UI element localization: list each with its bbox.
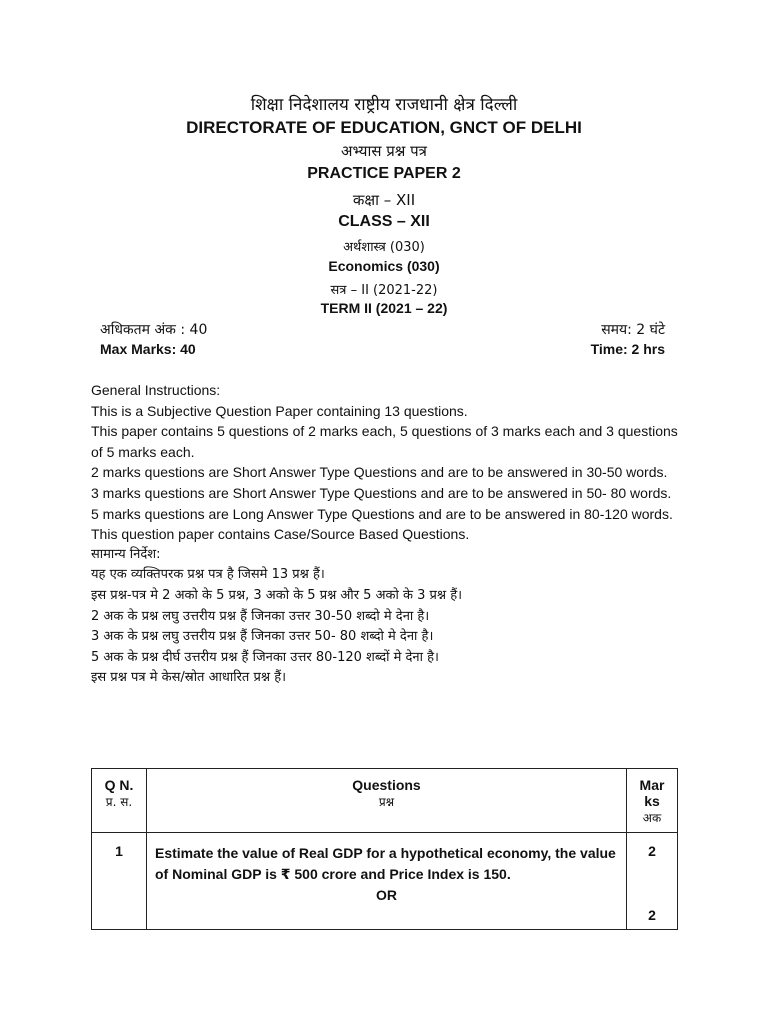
time-english: Time: 2 hrs bbox=[590, 341, 665, 357]
header-questions-en: Questions bbox=[352, 777, 421, 793]
paper-title-english: PRACTICE PAPER 2 bbox=[307, 165, 461, 182]
marks-time-row-hindi bbox=[100, 320, 665, 339]
or-separator: OR bbox=[376, 887, 397, 903]
header-question-number bbox=[92, 769, 147, 833]
instruction-line: General Instructions: bbox=[91, 382, 221, 398]
questions-table bbox=[91, 768, 678, 930]
header-questions-hi: प्रश्न bbox=[378, 795, 395, 809]
instruction-line-hindi: इस प्रश्न पत्र मे केस/स्रोत आधारित प्रश्न हैं। bbox=[91, 670, 287, 686]
time-hindi: समय: 2 घंटे bbox=[601, 322, 665, 338]
instruction-line-hindi: 5 अक के प्रश्न दीर्घ उत्तरीय प्रश्न हैं जिनका उत्तर 80-120 शब्दों मे देना है। bbox=[91, 649, 439, 665]
subject-hindi: अर्थशास्त्र (030) bbox=[343, 240, 425, 255]
max-marks-hindi: अधिकतम अंक : 40 bbox=[100, 322, 208, 338]
marks-first: 2 bbox=[648, 843, 656, 859]
term-english: TERM II (2021 – 22) bbox=[320, 300, 448, 316]
table-row bbox=[92, 833, 678, 930]
term-hindi: सत्र – II (2021-22) bbox=[330, 283, 438, 298]
question-marks bbox=[627, 833, 678, 930]
marks-second: 2 bbox=[648, 907, 656, 923]
instruction-line: This paper contains 5 questions of 2 marks each, 5 questions of 3 marks each and 3 questions of 5 marks each. bbox=[91, 423, 678, 460]
table-header-row bbox=[92, 769, 678, 833]
dept-title-hindi: शिक्षा निदेशालय राष्ट्रीय राजधानी क्षेत्र दिल्ली bbox=[250, 95, 518, 115]
instruction-line-hindi: सामान्य निर्देश: bbox=[91, 546, 161, 562]
instruction-line-hindi: इस प्रश्न-पत्र मे 2 अको के 5 प्रश्न, 3 अको के 5 प्रश्न और 5 अको के 3 प्रश्न हैं। bbox=[91, 587, 463, 603]
instruction-line: 3 marks questions are Short Answer Type Questions and are to be answered in 50- 80 words. bbox=[91, 484, 672, 501]
header-marks-en: Mar ks bbox=[639, 777, 665, 809]
max-marks-english: Max Marks: 40 bbox=[100, 341, 196, 357]
general-instructions bbox=[91, 380, 681, 689]
instruction-line: 5 marks questions are Long Answer Type Questions and are to be answered in 80-120 words. bbox=[91, 505, 673, 522]
question-number: 1 bbox=[92, 833, 147, 930]
marks-time-row-english bbox=[100, 341, 665, 357]
instruction-line-hindi: 2 अक के प्रश्न लघु उत्तरीय प्रश्न हैं जिनका उत्तर 30-50 शब्दो मे देना है। bbox=[91, 608, 430, 624]
question-text: Estimate the value of Real GDP for a hypothetical economy, the value of Nominal GDP is ₹ 500 crore and Price Index is 150. bbox=[155, 845, 616, 882]
question-text-cell bbox=[147, 833, 627, 930]
class-english: CLASS – XII bbox=[338, 213, 430, 230]
header-qn-hi: प्र. स. bbox=[105, 795, 133, 809]
header-marks bbox=[627, 769, 678, 833]
class-hindi: कक्षा – XII bbox=[352, 191, 416, 209]
instruction-line: 2 marks questions are Short Answer Type Questions and are to be answered in 30-50 words. bbox=[91, 464, 668, 481]
instruction-line: This is a Subjective Question Paper containing 13 questions. bbox=[91, 402, 468, 419]
instruction-line: This question paper contains Case/Source Based Questions. bbox=[91, 526, 470, 543]
header-qn-en: Q N. bbox=[104, 777, 134, 793]
header-questions bbox=[147, 769, 627, 833]
paper-title-hindi: अभ्यास प्रश्न पत्र bbox=[341, 142, 427, 160]
instruction-line-hindi: 3 अक के प्रश्न लघु उत्तरीय प्रश्न हैं जिनका उत्तर 50- 80 शब्दो मे देना है। bbox=[91, 629, 434, 645]
dept-title-english: DIRECTORATE OF EDUCATION, GNCT OF DELHI bbox=[186, 118, 582, 137]
header-marks-hi: अक bbox=[642, 811, 662, 825]
subject-english: Economics (030) bbox=[328, 258, 440, 274]
instruction-line-hindi: यह एक व्यक्तिपरक प्रश्न पत्र है जिसमे 13 प्रश्न हैं। bbox=[91, 567, 325, 583]
